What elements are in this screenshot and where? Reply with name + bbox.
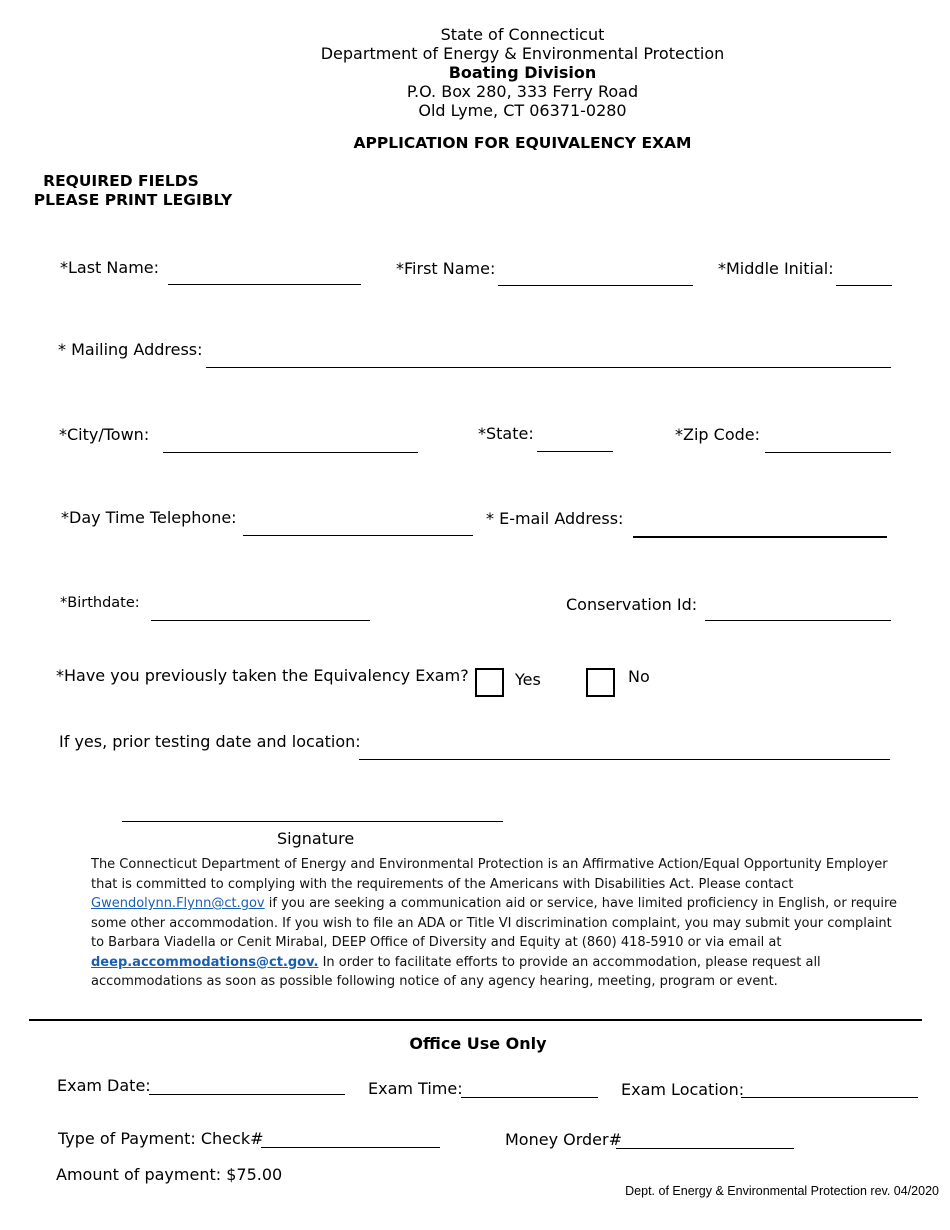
mailing-address-label: * Mailing Address: — [58, 340, 203, 359]
header-address-line2: Old Lyme, CT 06371-0280 — [418, 101, 627, 120]
conservation-id-field[interactable] — [705, 620, 891, 621]
exam-time-field[interactable] — [461, 1097, 598, 1098]
form-title: APPLICATION FOR EQUIVALENCY EXAM — [353, 134, 692, 152]
state-field[interactable] — [537, 451, 613, 452]
prior-details-field[interactable] — [359, 759, 890, 760]
middle-initial-label: *Middle Initial: — [718, 259, 834, 278]
office-divider — [29, 1019, 922, 1021]
ada-notice — [91, 855, 906, 992]
required-fields-note: REQUIRED FIELDS — [43, 172, 199, 190]
zip-field[interactable] — [765, 452, 891, 453]
ada-notice-text-3: In order to facilitate efforts to provide an accommodation, please request all accommodations as soon as possible following notice of any agency hearing, meeting, program or event. — [91, 954, 821, 989]
money-order-field[interactable] — [616, 1148, 794, 1149]
middle-initial-field[interactable] — [836, 285, 892, 286]
prior-exam-question: *Have you previously taken the Equivalency Exam? — [56, 666, 469, 685]
header-division: Boating Division — [448, 63, 597, 82]
last-name-field[interactable] — [168, 284, 361, 285]
first-name-label: *First Name: — [396, 259, 496, 278]
state-label: *State: — [478, 424, 534, 443]
email-label: * E-mail Address: — [486, 509, 624, 528]
birthdate-label: *Birthdate: — [60, 595, 140, 611]
footer-revision: Dept. of Energy & Environmental Protection rev. 04/2020 — [625, 1184, 939, 1198]
office-use-title: Office Use Only — [409, 1034, 547, 1053]
no-label: No — [628, 667, 650, 686]
money-order-label: Money Order# — [505, 1130, 623, 1149]
exam-date-field[interactable] — [149, 1094, 345, 1095]
first-name-field[interactable] — [498, 285, 693, 286]
zip-label: *Zip Code: — [675, 425, 760, 444]
header-state: State of Connecticut — [440, 25, 605, 44]
exam-time-label: Exam Time: — [368, 1079, 463, 1098]
conservation-id-label: Conservation Id: — [566, 595, 698, 614]
phone-label: *Day Time Telephone: — [61, 508, 237, 527]
ada-email-link[interactable]: deep.accommodations@ct.gov. — [91, 954, 319, 970]
exam-location-field[interactable] — [741, 1097, 918, 1098]
last-name-label: *Last Name: — [60, 258, 160, 277]
city-field[interactable] — [163, 452, 418, 453]
prior-details-label: If yes, prior testing date and location: — [59, 732, 361, 751]
phone-field[interactable] — [243, 535, 473, 536]
payment-type-label: Type of Payment: Check# — [58, 1129, 264, 1148]
exam-location-label: Exam Location: — [621, 1080, 745, 1099]
exam-date-label: Exam Date: — [57, 1076, 151, 1095]
yes-label: Yes — [515, 670, 541, 689]
contact-email-link[interactable]: Gwendolynn.Flynn@ct.gov — [91, 896, 265, 911]
check-number-field[interactable] — [261, 1147, 440, 1148]
yes-checkbox[interactable] — [475, 668, 504, 697]
mailing-address-field[interactable] — [206, 367, 891, 368]
birthdate-field[interactable] — [151, 620, 370, 621]
header-department: Department of Energy & Environmental Protection — [320, 44, 725, 63]
amount-of-payment: Amount of payment: $75.00 — [56, 1165, 283, 1184]
header-address-line1: P.O. Box 280, 333 Ferry Road — [406, 82, 639, 101]
ada-notice-text-2: if you are seeking a communication aid or service, have limited proficiency in English, or require some other accommodation. If you wish to file an ADA or Title VI discrimination complaint, you may submit your complaint to Barbara Viadella or Cenit Mirabal, DEEP Office of Diversity and Equity at (860) 418-5910 or via email at — [91, 896, 898, 950]
print-legibly-note: PLEASE PRINT LEGIBLY — [33, 191, 233, 209]
signature-field[interactable] — [122, 821, 503, 822]
signature-label: Signature — [277, 829, 355, 848]
ada-notice-text-1: The Connecticut Department of Energy and Environmental Protection is an Affirmative Action/Equal Opportunity Employer that is committed to complying with the requirements of the Americans with Disabilities Act. Please contact — [91, 857, 888, 892]
city-label: *City/Town: — [59, 425, 150, 444]
email-field[interactable] — [633, 536, 887, 538]
no-checkbox[interactable] — [586, 668, 615, 697]
